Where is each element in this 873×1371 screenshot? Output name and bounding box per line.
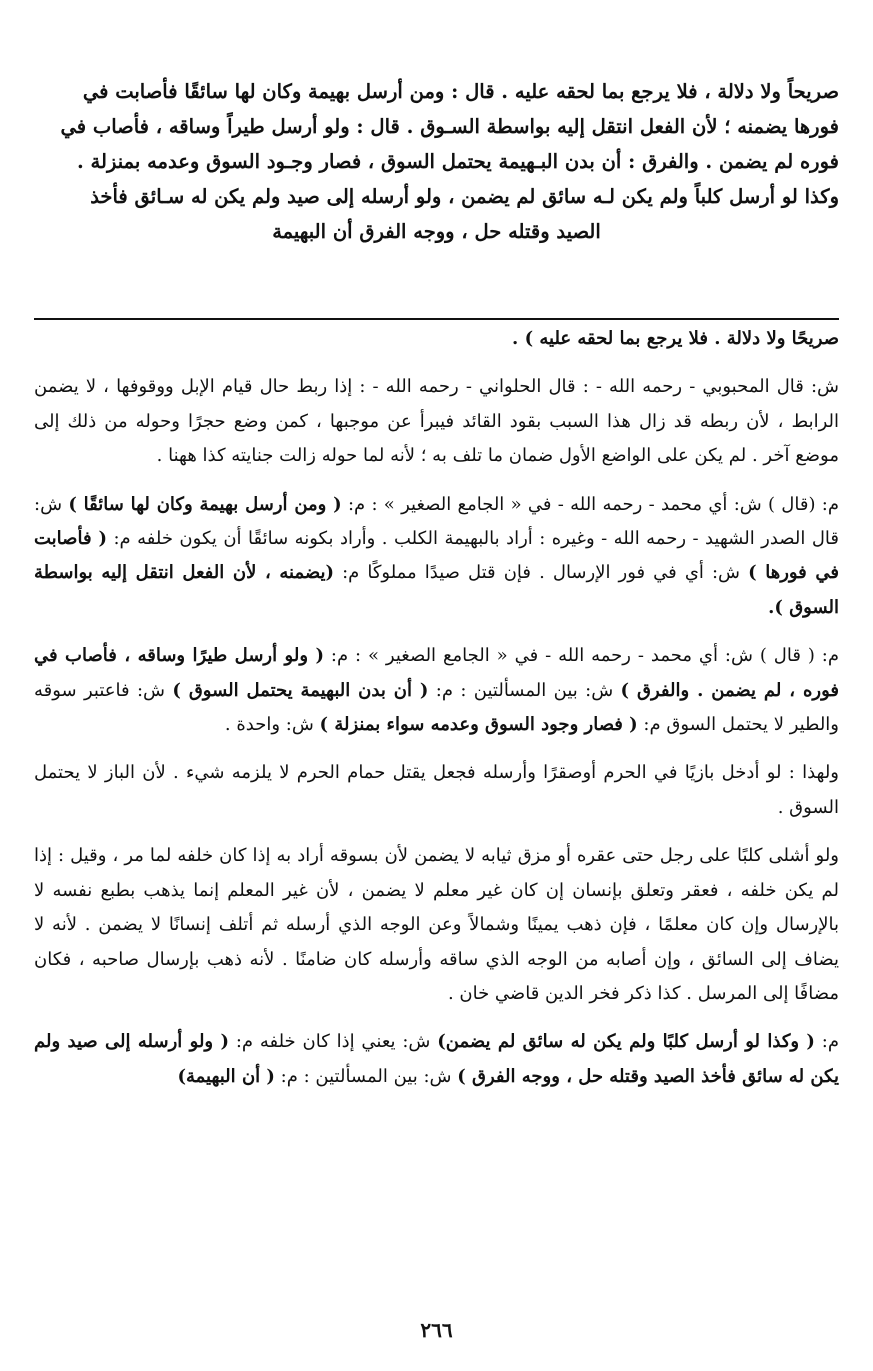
- separator-rule: [34, 318, 839, 320]
- sharh-quote: ( ومن أرسل بهيمة وكان لها سائقًا ): [68, 493, 342, 515]
- matn-line: فوره لم يضمن . والفرق : أن بدن البـهيمة يحتمل السوق ، فصار وجـود السوق وعدمه بمنزلة .: [76, 150, 839, 173]
- sharh-paragraph: [34, 488, 839, 626]
- sharh-segment: ش: بين المسألتين : م:: [274, 1065, 458, 1087]
- sharh-paragraph: صريحًا ولا دلالة . فلا يرجع بما لحقه عليه ) .: [512, 328, 839, 349]
- sharh-commentary: [34, 322, 839, 1108]
- sharh-paragraph: ولو أشلى كلبًا على رجل حتى عقره أو مزق ثيابه لا يضمن لأن بسوقه أراد به إذا كان خلفه لما مر ، وقيل : إذا لم يكن خلفه ، فعقر وتعلق بإنسان إن كان غير معلم لا يضمن ، لأن غير المعلم إنما يذهب بطبع نفسه لا بالإرسال وإن كان معلمًا ، فإن ذهب يمينًا وشمالاً وعن الوجه الذي أرسله ثم أتلف إنسانًا لا يضمن . لأنه لا يضاف إلى السائق ، وإن أصابه من الوجه الذي ساقه وأرسله كان ضامنًا . لأنه ذهب بإرسال صاحبه ، فكان مضافًا إلى المرسل . كذا ذكر فخر الدين قاضي خان .: [34, 845, 839, 1004]
- matn-line: صريحاً ولا دلالة ، فلا يرجع بما لحقه عليه . قال : ومن أرسل بهيمة وكان لها سائقًا فأصابت في: [82, 80, 839, 103]
- sharh-segment: ش: قال الصدر الشهيد - رحمه الله - وغيره : أراد بالبهيمة الكلب . وأراد بكونه سائقًا أن يكون خلفه م:: [34, 493, 839, 550]
- sharh-quote: ( فأصابت في فورها ): [34, 528, 839, 584]
- sharh-quote: (يضمنه ، لأن الفعل انتقل إليه بواسطة السوق ).: [34, 562, 839, 618]
- sharh-quote: ( ولو أرسله إلى صيد ولم يكن له سائق فأخذ الصيد وقتله حل ، ووجه الفرق ): [34, 1031, 839, 1087]
- sharh-segment: ش: بين المسألتين : م:: [428, 679, 621, 701]
- matn-line: وكذا لو أرسل كلباً ولم يكن لـه سائق لم يضمن ، ولو أرسله إلى صيد ولم يكن له سـائق فأخذ: [90, 185, 839, 208]
- sharh-segment: ش: واحدة .: [224, 714, 320, 736]
- page-number: ٢٦٦: [420, 1318, 453, 1342]
- sharh-paragraph: ولهذا : لو أدخل بازيًا في الحرم أوصقرًا وأرسله فجعل يقتل حمام الحرم لا يلزمه شيء . لأن الباز لا يحتمل السوق .: [34, 762, 839, 818]
- sharh-quote: ( أن البهيمة): [177, 1065, 275, 1087]
- sharh-paragraph: [34, 639, 839, 742]
- matn-line: فورها يضمنه ؛ لأن الفعل انتقل إليه بواسطة السـوق . قال : ولو أرسل طيراً وساقه ، فأصاب في: [60, 115, 839, 138]
- sharh-segment: ش: يعني إذا كان خلفه م:: [229, 1031, 438, 1053]
- sharh-quote: ( ولو أرسل طيرًا وساقه ، فأصاب في فوره ، لم يضمن . والفرق ): [34, 645, 839, 701]
- sharh-segment: م: (قال ) ش: أي محمد - رحمه الله - في « الجامع الصغير » : م:: [341, 493, 839, 515]
- sharh-quote: ( فصار وجود السوق وعدمه سواء بمنزلة ): [319, 714, 638, 736]
- sharh-segment: ش: فاعتبر سوقه والطير لا يحتمل السوق م:: [34, 679, 839, 736]
- sharh-quote: ( وكذا لو أرسل كلبًا ولم يكن له سائق لم يضمن): [437, 1031, 815, 1053]
- sharh-paragraph: ش: قال المحبوبي - رحمه الله - : قال الحلواني - رحمه الله - : إذا ربط حال قيام الإبل ووقوفها ، لا يضمن الرابط ، لأن ربطه قد زال هذا السبب بقود القائد فيبرأ عن موجبها ، كمن وضع حجرًا وحوله من ذلك إلى موضع آخر . لم يكن على الواضع الأول ضمان ما تلف به ؛ لأنه لما حوله زالت جنايته كذا ههنا .: [34, 376, 839, 467]
- sharh-segment: م: ( قال ) ش: أي محمد - رحمه الله - في « الجامع الصغير » : م:: [324, 645, 839, 667]
- matn-line: الصيد وقتله حل ، ووجه الفرق أن البهيمة: [272, 220, 601, 243]
- sharh-segment: ش: أي في فور الإرسال . فإن قتل صيدًا مملوكًا م:: [334, 562, 749, 584]
- sharh-paragraph: [34, 1025, 839, 1094]
- sharh-segment: م:: [814, 1031, 839, 1053]
- matn-text-block: [34, 74, 839, 249]
- sharh-quote: ( أن بدن البهيمة يحتمل السوق ): [172, 679, 429, 701]
